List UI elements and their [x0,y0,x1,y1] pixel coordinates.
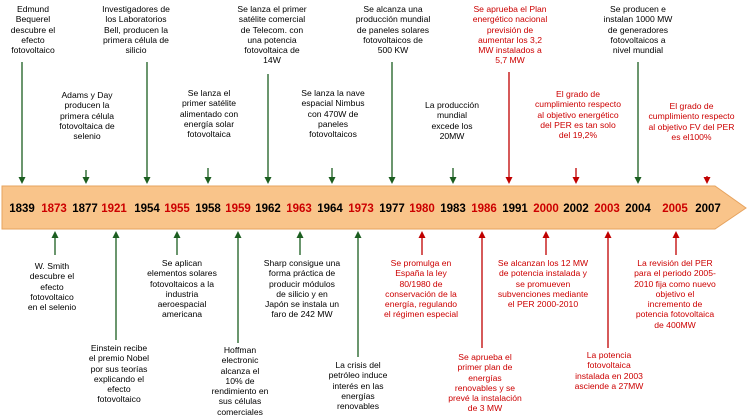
arrow-1959 [235,231,242,343]
year-label-1977: 1977 [379,203,405,215]
event-below-2003: La potencia fotovoltaica instalada en 2003 asciende a 27MW [574,350,644,391]
event-above-2004: Se producen e instalan 1000 MW de generadores fotovoltaicos a nivel mundial [603,4,673,56]
event-below-1980: Se promulga en España la ley 80/1980 de conservación de la energía, regulando el régimen especial [383,258,459,320]
arrow-2007 [704,176,711,184]
arrow-1921 [113,231,120,340]
year-label-1958: 1958 [195,203,221,215]
year-label-1991: 1991 [502,203,528,215]
arrow-1977 [389,62,396,184]
arrow-1973 [355,231,362,357]
event-above-1839: Edmund Bequerel descubre el efecto fotovoltaico [10,4,56,56]
event-above-1962: Se lanza el primer satélite comercial de Telecom. con una potencia fotovoltaica de 14W [237,4,307,66]
arrow-1877 [83,170,90,184]
year-label-1962: 1962 [255,203,281,215]
arrow-1980 [419,231,426,255]
arrow-1964 [329,168,336,184]
year-label-1839: 1839 [9,203,35,215]
year-label-1877: 1877 [72,203,98,215]
arrow-1962 [265,74,272,184]
arrow-1839 [19,62,26,184]
event-below-1986: Se aprueba el primer plan de energías renovables y se prevé la instalación de 3 MW [448,352,522,414]
year-label-2005: 2005 [662,203,688,215]
year-label-1954: 1954 [134,203,160,215]
year-label-2004: 2004 [625,203,651,215]
event-above-1977: Se alcanza una producción mundial de paneles solares fotovoltaicos de 500 KW [355,4,431,56]
year-label-1983: 1983 [440,203,466,215]
year-label-1964: 1964 [317,203,343,215]
event-below-2000: Se alcanzan los 12 MW de potencia instalada y se promueven subvenciones mediante el PER 2000-2010 [497,258,589,310]
year-labels [9,203,721,215]
year-label-1955: 1955 [164,203,190,215]
year-label-2000: 2000 [533,203,559,215]
event-below-1873: W. Smith descubre el efecto fotovoltaico en el selenio [27,261,77,313]
year-label-2003: 2003 [594,203,620,215]
event-above-2002: El grado de cumplimiento respecto al objetivo energético del PER es tan solo del 19,2% [535,89,621,141]
event-below-1973: La crisis del petróleo induce interés en las energías renovables [328,360,388,412]
event-above-2007: El grado de cumplimiento respecto al objetivo FV del PER es el100% [648,101,735,142]
arrow-1963 [297,231,304,255]
arrow-2002 [573,168,580,184]
arrow-2000 [543,231,550,255]
arrow-1983 [450,168,457,184]
event-above-1964: Se lanza la nave espacial Nimbus con 470W de paneles fotovoltaicos [301,88,365,140]
arrow-1873 [52,231,59,255]
event-below-1921: Einstein recibe el premio Nobel por sus teorías explicando el efecto fotovoltaico [88,343,150,405]
arrow-2005 [673,231,680,255]
event-below-1955: Se aplican elementos solares fotovoltaicos a la industria aeroespacial americana [147,258,217,320]
year-label-1921: 1921 [101,203,127,215]
year-label-2007: 2007 [695,203,721,215]
year-label-1963: 1963 [286,203,312,215]
event-above-1958: Se lanza el primer satélite alimentado con energía solar fotovoltaica [179,88,239,140]
event-below-1963: Sharp consigue una forma práctica de producir módulos de silicio y en Japón se instala un faro de 242 MW [263,258,341,320]
year-label-1873: 1873 [41,203,67,215]
event-above-1877: Adams y Day producen la primera célula fotovoltaica de selenio [59,90,115,142]
arrow-1954 [144,62,151,184]
event-above-1991: Se aprueba el Plan energético nacional previsión de aumentar los 3,2 MW instalados a 5,7 MW [472,4,548,66]
arrow-1958 [205,168,212,184]
year-label-2002: 2002 [563,203,589,215]
year-label-1973: 1973 [348,203,374,215]
arrow-1991 [506,72,513,184]
event-below-1959: Hoffman electronic alcanza el 10% de rendimiento en sus células comerciales [211,345,269,417]
event-above-1954: Investigadores de los Laboratorios Bell, producen la primera célula de silicio [102,4,170,56]
year-label-1980: 1980 [409,203,435,215]
event-below-2005: La revisión del PER para el periodo 2005- 2010 fija como nuevo objetivo el incremento de potencia fotovoltaica de 400MW [634,258,716,330]
year-label-1986: 1986 [471,203,497,215]
year-label-1959: 1959 [225,203,251,215]
event-above-1983: La producción mundial excede los 20MW [425,100,479,141]
arrow-1955 [174,231,181,255]
arrow-2003 [605,231,612,348]
